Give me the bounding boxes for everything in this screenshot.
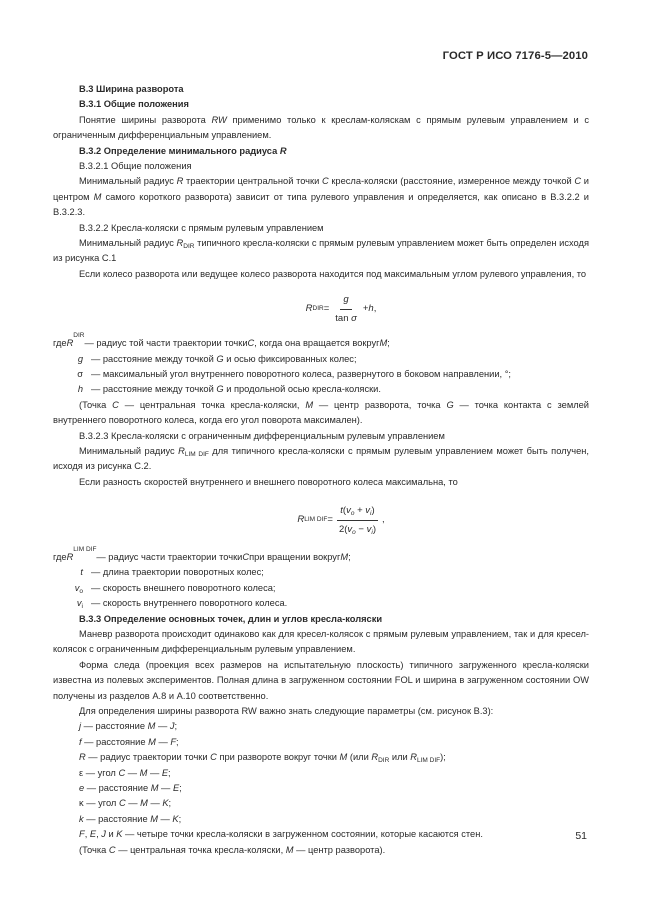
list-item: F, E, J и K — четыре точки кресла-коляски в загруженном состоянии, которые касаются стен. (79, 829, 483, 840)
page-header: ГОСТ Р ИСО 7176-5—2010 (442, 50, 588, 62)
section-b32-title: В.3.2 Определение минимального радиуса R (79, 145, 287, 156)
fraction: $\frac{g}{\text{tan σ}}$ (335, 294, 357, 324)
section-b3-title: В.3 Ширина разворота (79, 84, 184, 94)
paragraph-b33-1: Маневр разворота происходит одинаково как для кресел-колясок с прямым рулевым управлением, так и для кресел-колясок с ограниченным дифференциальным рулевым управлением. (53, 629, 589, 655)
list-item: f — расстояние M — F; (79, 736, 179, 747)
list-item: κ — угол C — M — K; (79, 798, 172, 809)
list-item: e — расстояние M — E; (79, 783, 182, 794)
paragraph-b33-2: Форма следа (проекция всех размеров на испытательную плоскость) типичного загруженного кресла-коляски известна из полевых экспериментов. Полная длина в загруженном состоянии FOL и ширина в загруженном состоянии OW получены из разделов А.8 и А.10 соответственно. (53, 659, 589, 701)
page-number: 51 (575, 830, 587, 842)
definition-item: g — расстояние между точкой G и осью фиксированных колес; (77, 353, 357, 364)
list-item: j — расстояние M — J; (79, 721, 178, 732)
list-item: (Точка C — центральная точка кресла-коляски, M — центр разворота). (79, 844, 386, 855)
section-b322-title: В.3.2.2 Кресла-коляски с прямым рулевым управлением (79, 222, 324, 233)
formula-r-lim-dif: R LIM DIF = $\frac{t(v_o + v_i)}{2(v_o - v_i)}$ , (297, 505, 385, 536)
definition-item: где R LIM DIF — радиус части траектории точки C при вращении вокруг M ; (53, 545, 351, 562)
paragraph-b33-3: Для определения ширины разворота RW важно знать следующие параметры (см. рисунок В.3): (79, 706, 494, 717)
paragraph-b322-note: (Точка C — центральная точка кресла-коляски, M — центр разворота, точка G — точка контакта с землей внутреннего поворотного колеса, когда его угол поворота максимален). (53, 399, 589, 426)
paragraph-b323-2: Если разность скоростей внутреннего и внешнего поворотного колеса максимальна, то (79, 476, 458, 487)
paragraph-b322-1: Минимальный радиус $R_{DIR}$ типичного кресла-коляски с прямым рулевым управлением может быть определен исходя из рисунка С.1 (53, 238, 589, 264)
section-b321-title: В.3.2.1 Общие положения (79, 161, 192, 172)
list-item: ε — угол C — M — E; (79, 767, 171, 778)
document-body (53, 82, 589, 858)
paragraph-b31: Понятие ширины разворота RW применимо только к креслам-коляскам с прямым рулевым управлением и с ограниченным дифференциальным управлением. (53, 114, 589, 141)
section-b323-title: В.3.2.3 Кресла-коляски с ограниченным дифференциальным рулевым управлением (79, 430, 445, 441)
section-b31-title: В.3.1 Общие положения (79, 99, 189, 110)
definition-item: $v_i$ — скорость внутреннего поворотного колеса. (76, 598, 288, 611)
definitions-1 (53, 332, 589, 398)
parameter-list (53, 719, 589, 858)
paragraph-b322-2: Если колесо разворота или ведущее колесо разворота находится под максимальным углом рулевого управления, то (79, 268, 587, 279)
definition-item: где R DIR — радиус той части траектории точки C , когда она вращается вокруг M ; (53, 332, 390, 349)
definition-item: σ — максимальный угол внутреннего поворотного колеса, развернутого в боковом направлении, °; (77, 368, 512, 379)
paragraph-b323-1: Минимальный радиус $R_{LIM DIF}$ для типичного кресла-коляски с прямым рулевым управлением может быть получен, исходя из рисунка С.2. (53, 445, 589, 472)
list-item: R — радиус траектории точки C при развороте вокруг точки M (или $R_{DIR}$ или $R_{LIM DIF}$); (79, 752, 446, 765)
list-item: k — расстояние M — K; (79, 813, 182, 824)
definitions-2 (53, 545, 589, 612)
section-b33-title: В.3.3 Определение основных точек, длин и углов кресла-коляски (79, 613, 383, 624)
definition-item: $v_o$ — скорость внешнего поворотного колеса; (74, 582, 276, 595)
fraction: $\frac{t(v_o + v_i)}{2(v_o - v_i)}$ (338, 505, 376, 536)
definition-item: h — расстояние между точкой G и продольной осью кресла-коляски. (77, 384, 381, 395)
definition-item: t — длина траектории поворотных колес; (80, 567, 264, 578)
paragraph-b321: Минимальный радиус R траектории центральной точки C кресла-коляски (расстояние, измеренное между точкой C и центром M самого короткого разворота) зависит от типа рулевого управления и определяется, как описано в В.3.2.2 и В.3.2.3. (53, 176, 589, 218)
formula-r-dir: R DIR = $\frac{g}{\text{tan σ}}$ + h , (53, 292, 589, 326)
